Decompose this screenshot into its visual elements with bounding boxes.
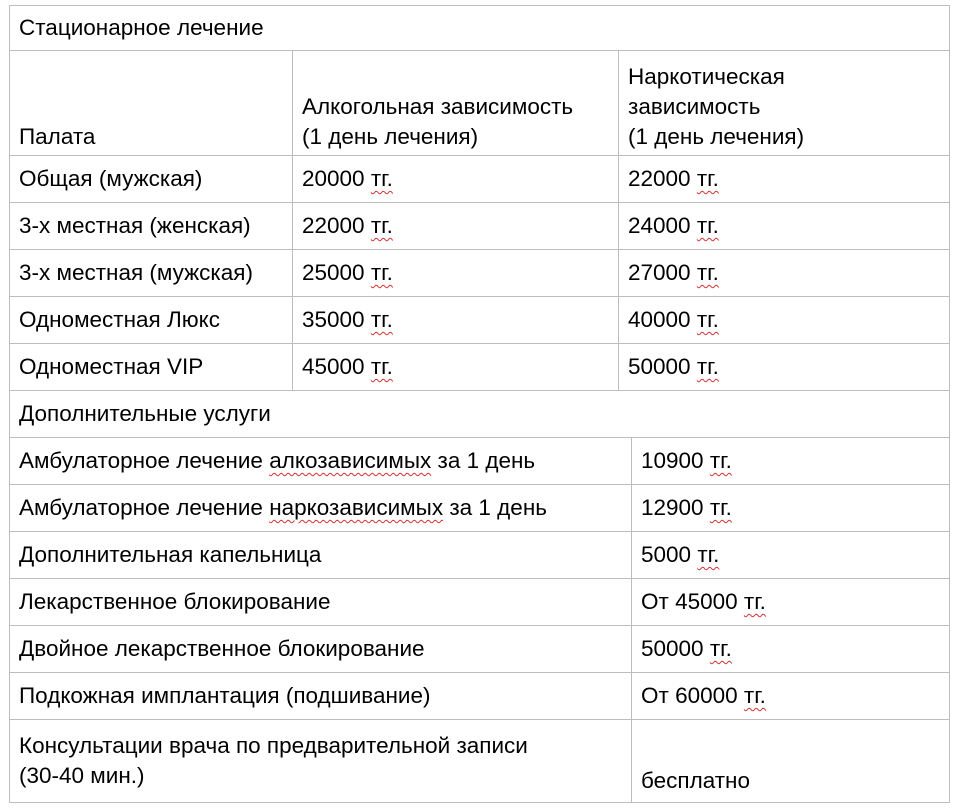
currency-label: тг. [370, 354, 393, 379]
currency-label: тг. [743, 589, 766, 614]
consultation-line2: (30-40 мин.) [19, 763, 145, 788]
currency-label: тг. [696, 354, 719, 379]
alcohol-price [293, 344, 619, 391]
price-value: 24000 [628, 213, 691, 238]
service-name-part: Лекарственное блокирование [19, 589, 331, 614]
drug-price [619, 297, 950, 344]
price-value: 5000 [641, 542, 692, 567]
extra-title-row [10, 391, 950, 438]
alcohol-header-line2: (1 день лечения) [302, 124, 479, 149]
drug-header-line3: (1 день лечения) [628, 124, 805, 149]
service-name-part: за 1 день [443, 495, 547, 520]
price-value: 35000 [302, 307, 365, 332]
service-name [10, 673, 632, 720]
alcohol-price [293, 250, 619, 297]
currency-label: тг. [709, 636, 732, 661]
consultation-line1: Консультации врача по предварительной записи [19, 733, 528, 758]
drug-header [619, 51, 950, 156]
table-row [10, 203, 950, 250]
room-name: Одноместная Люкс [10, 297, 293, 344]
inpatient-table [9, 5, 950, 391]
service-name-part: Дополнительная капельница [19, 542, 322, 567]
currency-label: тг. [709, 448, 732, 473]
alcohol-price [293, 297, 619, 344]
extra-title: Дополнительные услуги [10, 391, 950, 438]
consultation-price: бесплатно [632, 720, 950, 803]
room-name: Общая (мужская) [10, 156, 293, 203]
consultation-name [10, 720, 632, 803]
inpatient-title: Стационарное лечение [10, 6, 950, 51]
drug-price [619, 156, 950, 203]
currency-label: тг. [370, 307, 393, 332]
table-row [10, 297, 950, 344]
currency-label: тг. [743, 683, 766, 708]
service-name-part: Амбулаторное лечение [19, 495, 270, 520]
service-price [632, 579, 950, 626]
inpatient-header-row [10, 51, 950, 156]
drug-price [619, 203, 950, 250]
service-name [10, 626, 632, 673]
room-header: Палата [10, 51, 293, 156]
currency-label: тг. [370, 260, 393, 285]
service-name [10, 485, 632, 532]
price-prefix: От [641, 683, 676, 708]
table-row [10, 344, 950, 391]
price-value: 60000 [675, 683, 738, 708]
alcohol-price [293, 156, 619, 203]
price-prefix: От [641, 589, 676, 614]
price-value: 45000 [302, 354, 365, 379]
service-price [632, 438, 950, 485]
service-name-flagged: наркозависимых [269, 495, 444, 520]
table-row [10, 673, 950, 720]
price-value: 27000 [628, 260, 691, 285]
room-name: Одноместная VIP [10, 344, 293, 391]
currency-label: тг. [696, 166, 719, 191]
price-value: 22000 [302, 213, 365, 238]
currency-label: тг. [696, 213, 719, 238]
price-value: 25000 [302, 260, 365, 285]
price-value: 12900 [641, 495, 704, 520]
service-price [632, 485, 950, 532]
alcohol-price [293, 203, 619, 250]
price-value: 22000 [628, 166, 691, 191]
table-row [10, 720, 950, 803]
service-price [632, 532, 950, 579]
service-name-part: Амбулаторное лечение [19, 448, 270, 473]
room-name: 3-х местная (женская) [10, 203, 293, 250]
currency-label: тг. [370, 213, 393, 238]
currency-label: тг. [709, 495, 732, 520]
drug-header-line2: зависимость [628, 94, 761, 119]
price-value: 10900 [641, 448, 704, 473]
table-row [10, 532, 950, 579]
currency-label: тг. [370, 166, 393, 191]
price-value: 50000 [641, 636, 704, 661]
service-name-part: Подкожная имплантация (подшивание) [19, 683, 431, 708]
price-value: 40000 [628, 307, 691, 332]
inpatient-title-row [10, 6, 950, 51]
alcohol-header-line1: Алкогольная зависимость [302, 94, 574, 119]
service-name-flagged: алкозависимых [269, 448, 432, 473]
service-name-part: Двойное лекарственное блокирование [19, 636, 425, 661]
service-name-part: за 1 день [431, 448, 536, 473]
table-row [10, 438, 950, 485]
price-value: 50000 [628, 354, 691, 379]
table-row [10, 485, 950, 532]
drug-header-line1: Наркотическая [628, 64, 785, 89]
price-value: 20000 [302, 166, 365, 191]
currency-label: тг. [696, 260, 719, 285]
table-row [10, 579, 950, 626]
service-name [10, 438, 632, 485]
room-name: 3-х местная (мужская) [10, 250, 293, 297]
service-price [632, 626, 950, 673]
price-list [9, 5, 949, 803]
drug-price [619, 344, 950, 391]
currency-label: тг. [697, 542, 720, 567]
price-value: 45000 [675, 589, 738, 614]
service-name [10, 579, 632, 626]
drug-price [619, 250, 950, 297]
extra-services-table [9, 390, 950, 803]
currency-label: тг. [696, 307, 719, 332]
service-price [632, 673, 950, 720]
table-row [10, 626, 950, 673]
service-name [10, 532, 632, 579]
table-row [10, 250, 950, 297]
alcohol-header [293, 51, 619, 156]
table-row [10, 156, 950, 203]
